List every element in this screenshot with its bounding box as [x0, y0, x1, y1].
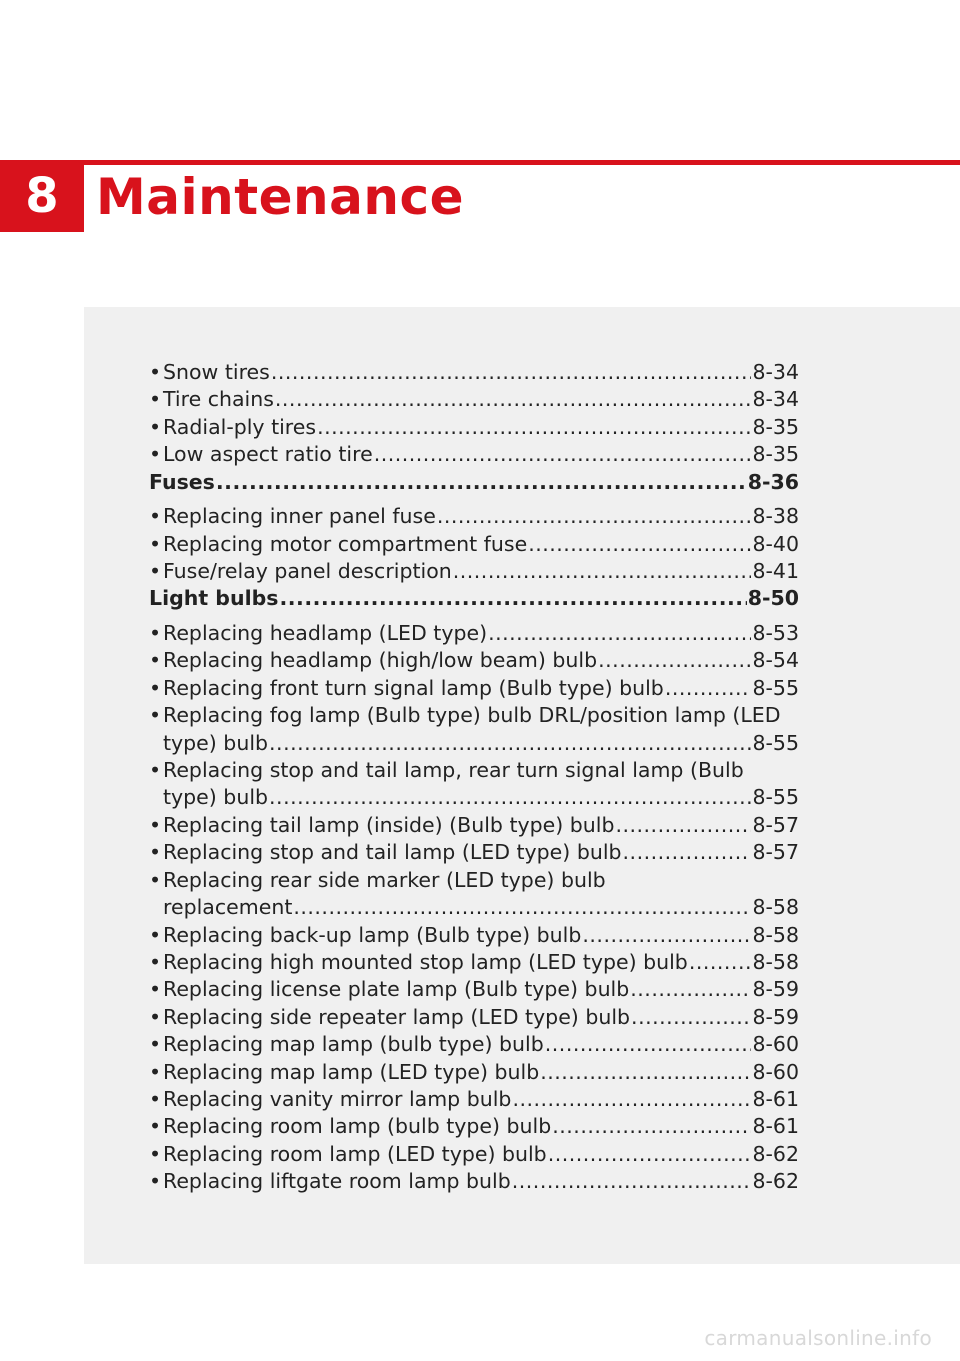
toc-dot-leader: [630, 976, 751, 1003]
toc-page-number: 8-50: [747, 586, 799, 611]
toc-bullet: •: [149, 922, 162, 947]
toc-entry-title: Replacing tail lamp (inside) (Bulb type) bulb: [163, 812, 615, 837]
toc-dot-leader: [582, 922, 751, 949]
toc-item[interactable]: [149, 949, 799, 976]
toc-dot-leader: [540, 1059, 751, 1086]
toc-bullet: •: [149, 621, 162, 646]
toc-item[interactable]: [149, 620, 799, 647]
toc-dot-leader: [269, 730, 751, 757]
toc-item[interactable]: [149, 503, 799, 530]
toc-entry-title: Replacing high mounted stop lamp (LED type) bulb: [163, 949, 688, 974]
toc-dot-leader: [275, 386, 752, 413]
toc-entry-title: replacement: [163, 895, 293, 920]
toc-bullet: •: [149, 1141, 162, 1166]
toc-page-number: 8-60: [752, 1032, 799, 1057]
toc-item[interactable]: [149, 558, 799, 585]
toc-entry-title: type) bulb: [163, 730, 269, 755]
toc-item[interactable]: [149, 675, 799, 702]
toc-entry-title: Radial-ply tires: [163, 414, 317, 439]
toc-entry-title: Light bulbs: [149, 586, 279, 611]
toc-entry-title: Replacing room lamp (LED type) bulb: [163, 1141, 547, 1166]
toc-page-number: 8-53: [752, 621, 799, 646]
toc-entry-title: Replacing front turn signal lamp (Bulb type) bulb: [163, 675, 664, 700]
toc-bullet: •: [149, 648, 162, 673]
toc-bullet: •: [149, 1059, 162, 1084]
toc-entry-title: Replacing side repeater lamp (LED type) bulb: [163, 1004, 631, 1029]
toc-page-number: 8-40: [752, 531, 799, 556]
toc-entry-title: Replacing motor compartment fuse: [163, 531, 528, 556]
toc-bullet: •: [149, 675, 162, 700]
toc-list: [149, 359, 799, 1196]
toc-item[interactable]: [149, 1031, 799, 1058]
toc-page-number: 8-59: [752, 1004, 799, 1029]
toc-entry-title: Replacing liftgate room lamp bulb: [163, 1169, 511, 1194]
toc-page-number: 8-58: [752, 949, 799, 974]
toc-page-number: 8-57: [752, 840, 799, 865]
toc-entry-title: Low aspect ratio tire: [163, 442, 373, 467]
toc-page-number: 8-57: [752, 812, 799, 837]
toc-item[interactable]: [149, 414, 799, 441]
toc-page-number: 8-41: [752, 559, 799, 584]
toc-entry-title: Replacing rear side marker (LED type) bulb: [163, 867, 606, 892]
toc-bullet: •: [149, 977, 162, 1002]
toc-entry-title: Fuses: [149, 469, 215, 494]
toc-item[interactable]: [149, 976, 799, 1003]
toc-dot-leader: [512, 1168, 752, 1195]
watermark: carmanualsonline.info: [704, 1326, 932, 1350]
toc-dot-leader: [552, 1113, 751, 1140]
toc-item[interactable]: [149, 359, 799, 386]
toc-entry-title: Replacing headlamp (high/low beam) bulb: [163, 648, 598, 673]
toc-page-number: 8-36: [747, 469, 799, 494]
toc-section-heading[interactable]: [149, 469, 799, 496]
toc-page-number: 8-58: [752, 922, 799, 947]
toc-bullet: •: [149, 360, 162, 384]
toc-entry-title: Replacing fog lamp (Bulb type) bulb DRL/position lamp (LED: [163, 703, 781, 728]
toc-item[interactable]: [149, 1113, 799, 1140]
toc-item[interactable]: [149, 531, 799, 558]
toc-page-number: 8-55: [752, 675, 799, 700]
toc-entry-title: Replacing map lamp (bulb type) bulb: [163, 1032, 544, 1057]
chapter-number: 8: [25, 168, 59, 224]
toc-dot-leader: [488, 620, 751, 647]
toc-dot-leader: [665, 675, 752, 702]
toc-bullet: •: [149, 949, 162, 974]
toc-dot-leader: [293, 894, 751, 921]
toc-item[interactable]: [149, 702, 799, 757]
toc-dot-leader: [453, 558, 752, 585]
toc-entry-title: Replacing back-up lamp (Bulb type) bulb: [163, 922, 582, 947]
toc-entry-title: Replacing license plate lamp (Bulb type) bulb: [163, 977, 630, 1002]
toc-bullet: •: [149, 559, 162, 584]
toc-bullet: •: [149, 1169, 162, 1194]
toc-entry-title: type) bulb: [163, 785, 269, 810]
toc-page-number: 8-55: [752, 730, 799, 755]
toc-item[interactable]: [149, 922, 799, 949]
toc-dot-leader: [623, 839, 752, 866]
toc-page-number: 8-61: [752, 1114, 799, 1139]
toc-page-number: 8-59: [752, 977, 799, 1002]
toc-dot-leader: [317, 414, 751, 441]
toc-bullet: •: [149, 1004, 162, 1029]
toc-entry-title: Tire chains: [163, 387, 274, 412]
toc-entry-title: Snow tires: [163, 360, 270, 384]
toc-dot-leader: [615, 812, 751, 839]
toc-entry-title: Replacing room lamp (bulb type) bulb: [163, 1114, 552, 1139]
toc-item[interactable]: [149, 1086, 799, 1113]
toc-page-number: 8-62: [752, 1141, 799, 1166]
toc-dot-leader: [548, 1141, 752, 1168]
toc-bullet: •: [149, 703, 162, 728]
toc-item[interactable]: [149, 386, 799, 413]
toc-dot-leader: [528, 531, 751, 558]
toc-bullet: •: [149, 442, 162, 467]
toc-bullet: •: [149, 758, 162, 783]
toc-bullet: •: [149, 414, 162, 439]
toc-dot-leader: [437, 503, 752, 530]
toc-bullet: •: [149, 1032, 162, 1057]
toc-page-number: 8-61: [752, 1086, 799, 1111]
toc-dot-leader: [374, 441, 752, 468]
toc-bullet: •: [149, 1114, 162, 1139]
toc-bullet: •: [149, 531, 162, 556]
toc-page-number: 8-62: [752, 1169, 799, 1194]
toc-page-number: 8-35: [752, 442, 799, 467]
toc-entry-title: Replacing inner panel fuse: [163, 504, 436, 529]
toc-item[interactable]: [149, 1059, 799, 1086]
toc-bullet: •: [149, 1086, 162, 1111]
toc-page-number: 8-35: [752, 414, 799, 439]
toc-item[interactable]: [149, 441, 799, 468]
toc-bullet: •: [149, 504, 162, 529]
toc-page-number: 8-54: [752, 648, 799, 673]
toc-item[interactable]: [149, 812, 799, 839]
toc-dot-leader: [271, 359, 752, 386]
toc-page-number: 8-58: [752, 895, 799, 920]
toc-page-number: 8-34: [752, 387, 799, 412]
toc-entry-title: Replacing vanity mirror lamp bulb: [163, 1086, 512, 1111]
toc-dot-leader: [598, 647, 751, 674]
toc-entry-title: Replacing map lamp (LED type) bulb: [163, 1059, 540, 1084]
toc-page-number: 8-38: [752, 504, 799, 529]
toc-bullet: •: [149, 840, 162, 865]
toc-page-number: 8-55: [752, 785, 799, 810]
toc-dot-leader: [279, 585, 746, 612]
toc-dot-leader: [512, 1086, 751, 1113]
toc-bullet: •: [149, 812, 162, 837]
toc-bullet: •: [149, 387, 162, 412]
toc-page-number: 8-34: [752, 360, 799, 384]
toc-item[interactable]: [149, 867, 799, 922]
toc-entry-title: Replacing stop and tail lamp, rear turn signal lamp (Bulb: [163, 758, 744, 783]
toc-item[interactable]: [149, 647, 799, 674]
toc-dot-leader: [216, 469, 747, 496]
toc-item[interactable]: [149, 1168, 799, 1195]
toc-entry-title: Replacing stop and tail lamp (LED type) bulb: [163, 840, 622, 865]
chapter-number-badge: [0, 160, 84, 232]
toc-entry-title: Fuse/relay panel description: [163, 559, 452, 584]
toc-dot-leader: [631, 1004, 751, 1031]
toc-item[interactable]: [149, 1141, 799, 1168]
toc-page-number: 8-60: [752, 1059, 799, 1084]
toc-entry-title: Replacing headlamp (LED type): [163, 621, 488, 646]
toc-item[interactable]: [149, 757, 799, 812]
toc-section-heading[interactable]: [149, 585, 799, 612]
toc-dot-leader: [689, 949, 752, 976]
toc-dot-leader: [545, 1031, 752, 1058]
toc-item[interactable]: [149, 839, 799, 866]
toc-dot-leader: [269, 784, 751, 811]
chapter-title: Maintenance: [96, 168, 465, 226]
toc-bullet: •: [149, 867, 162, 892]
toc-item[interactable]: [149, 1004, 799, 1031]
